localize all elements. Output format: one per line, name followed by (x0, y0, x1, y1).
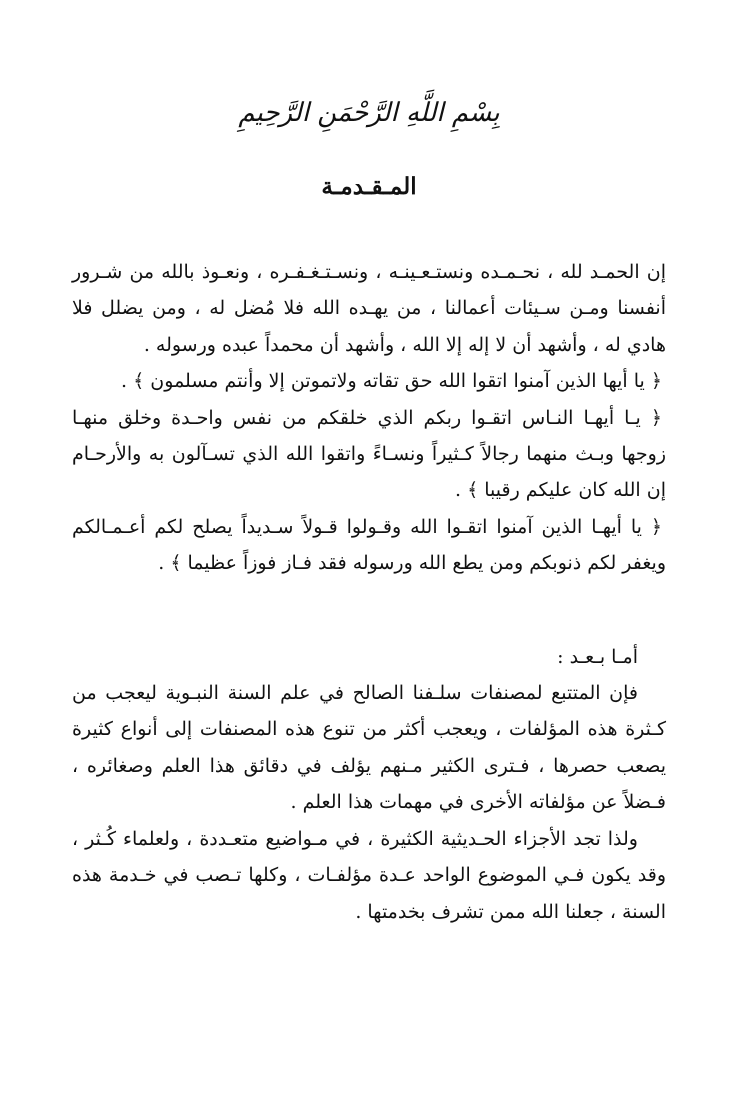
basmala-calligraphy (0, 88, 738, 138)
paragraph-hadith-parts: ولذا تجد الأجزاء الحـديثية الكثيرة ، في مـواضيع متعـددة ، ولعلماء كُـثر ، وقد يكون فـي الموضوع الواحد عـدة مؤلفـات ، وكلها تـصب في خـدمة هذه السنة ، جعلنا الله ممن تشرف بخدمتها . (72, 827, 666, 923)
paragraph-compilations: فإن المتتبع لمصنفات سلـفنا الصالح في علم السنة النبـوية ليعجب من كـثرة هذه المؤلفات ، ويعجب أكثر من تنوع هذه المصنفات إلى أنواع كثيرة يصعب حصرها ، فـترى الكثير مـنهم يؤلف في دقائق هذا العلم وصغائره ، فـضلاً عن مؤلفاته الأخرى في مهمات هذا العلم . (72, 682, 666, 814)
paragraph-quran-verse-3: ﴿ يا أيهـا الذين آمنوا اتقـوا الله وقـولوا قـولاً سـديداً يصلح لكم أعـمـالكم ويغفر لكم ذنوبكم ومن يطع الله ورسوله فقد فـاز فوزاً عظيما ﴾ . (72, 515, 666, 575)
basmala-text: بِسْمِ اللَّهِ الرَّحْمَنِ الرَّحِيمِ (238, 98, 500, 128)
paragraph-opening-praise: إن الحمـد لله ، نحـمـده ونستـعـينـه ، ونسـتـغـفـره ، ونعـوذ بالله من شـرور أنفسنا ومـن سـيئات أعمالنا ، من يهـده الله فلا مُضل له ، ومن يضلل فلا هادي له ، وأشهد أن لا إله إلا الله ، وأشهد أن محمداً عبده ورسوله . (72, 261, 666, 356)
document-body (72, 254, 666, 930)
page-title (0, 172, 738, 202)
paragraph-quran-verse-2: ﴿ يـا أيهـا النـاس اتقـوا ربكم الذي خلقكم من نفس واحـدة وخلق منهـا زوجها وبـث منهما رجالاً كـثيراً ونسـاءً واتقوا الله الذي تسـآلون به والأرحـام إن الله كان عليكم رقيبا ﴾ . (72, 406, 666, 502)
page-title-text: المـقـدمـة (321, 173, 417, 200)
paragraph-quran-verse-1: ﴿ يا أيها الذين آمنوا اتقوا الله حق تقاته ولاتموتن إلا وأنتم مسلمون ﴾ . (121, 370, 662, 393)
paragraph-amma-baad: أمـا بـعـد : (557, 645, 638, 668)
